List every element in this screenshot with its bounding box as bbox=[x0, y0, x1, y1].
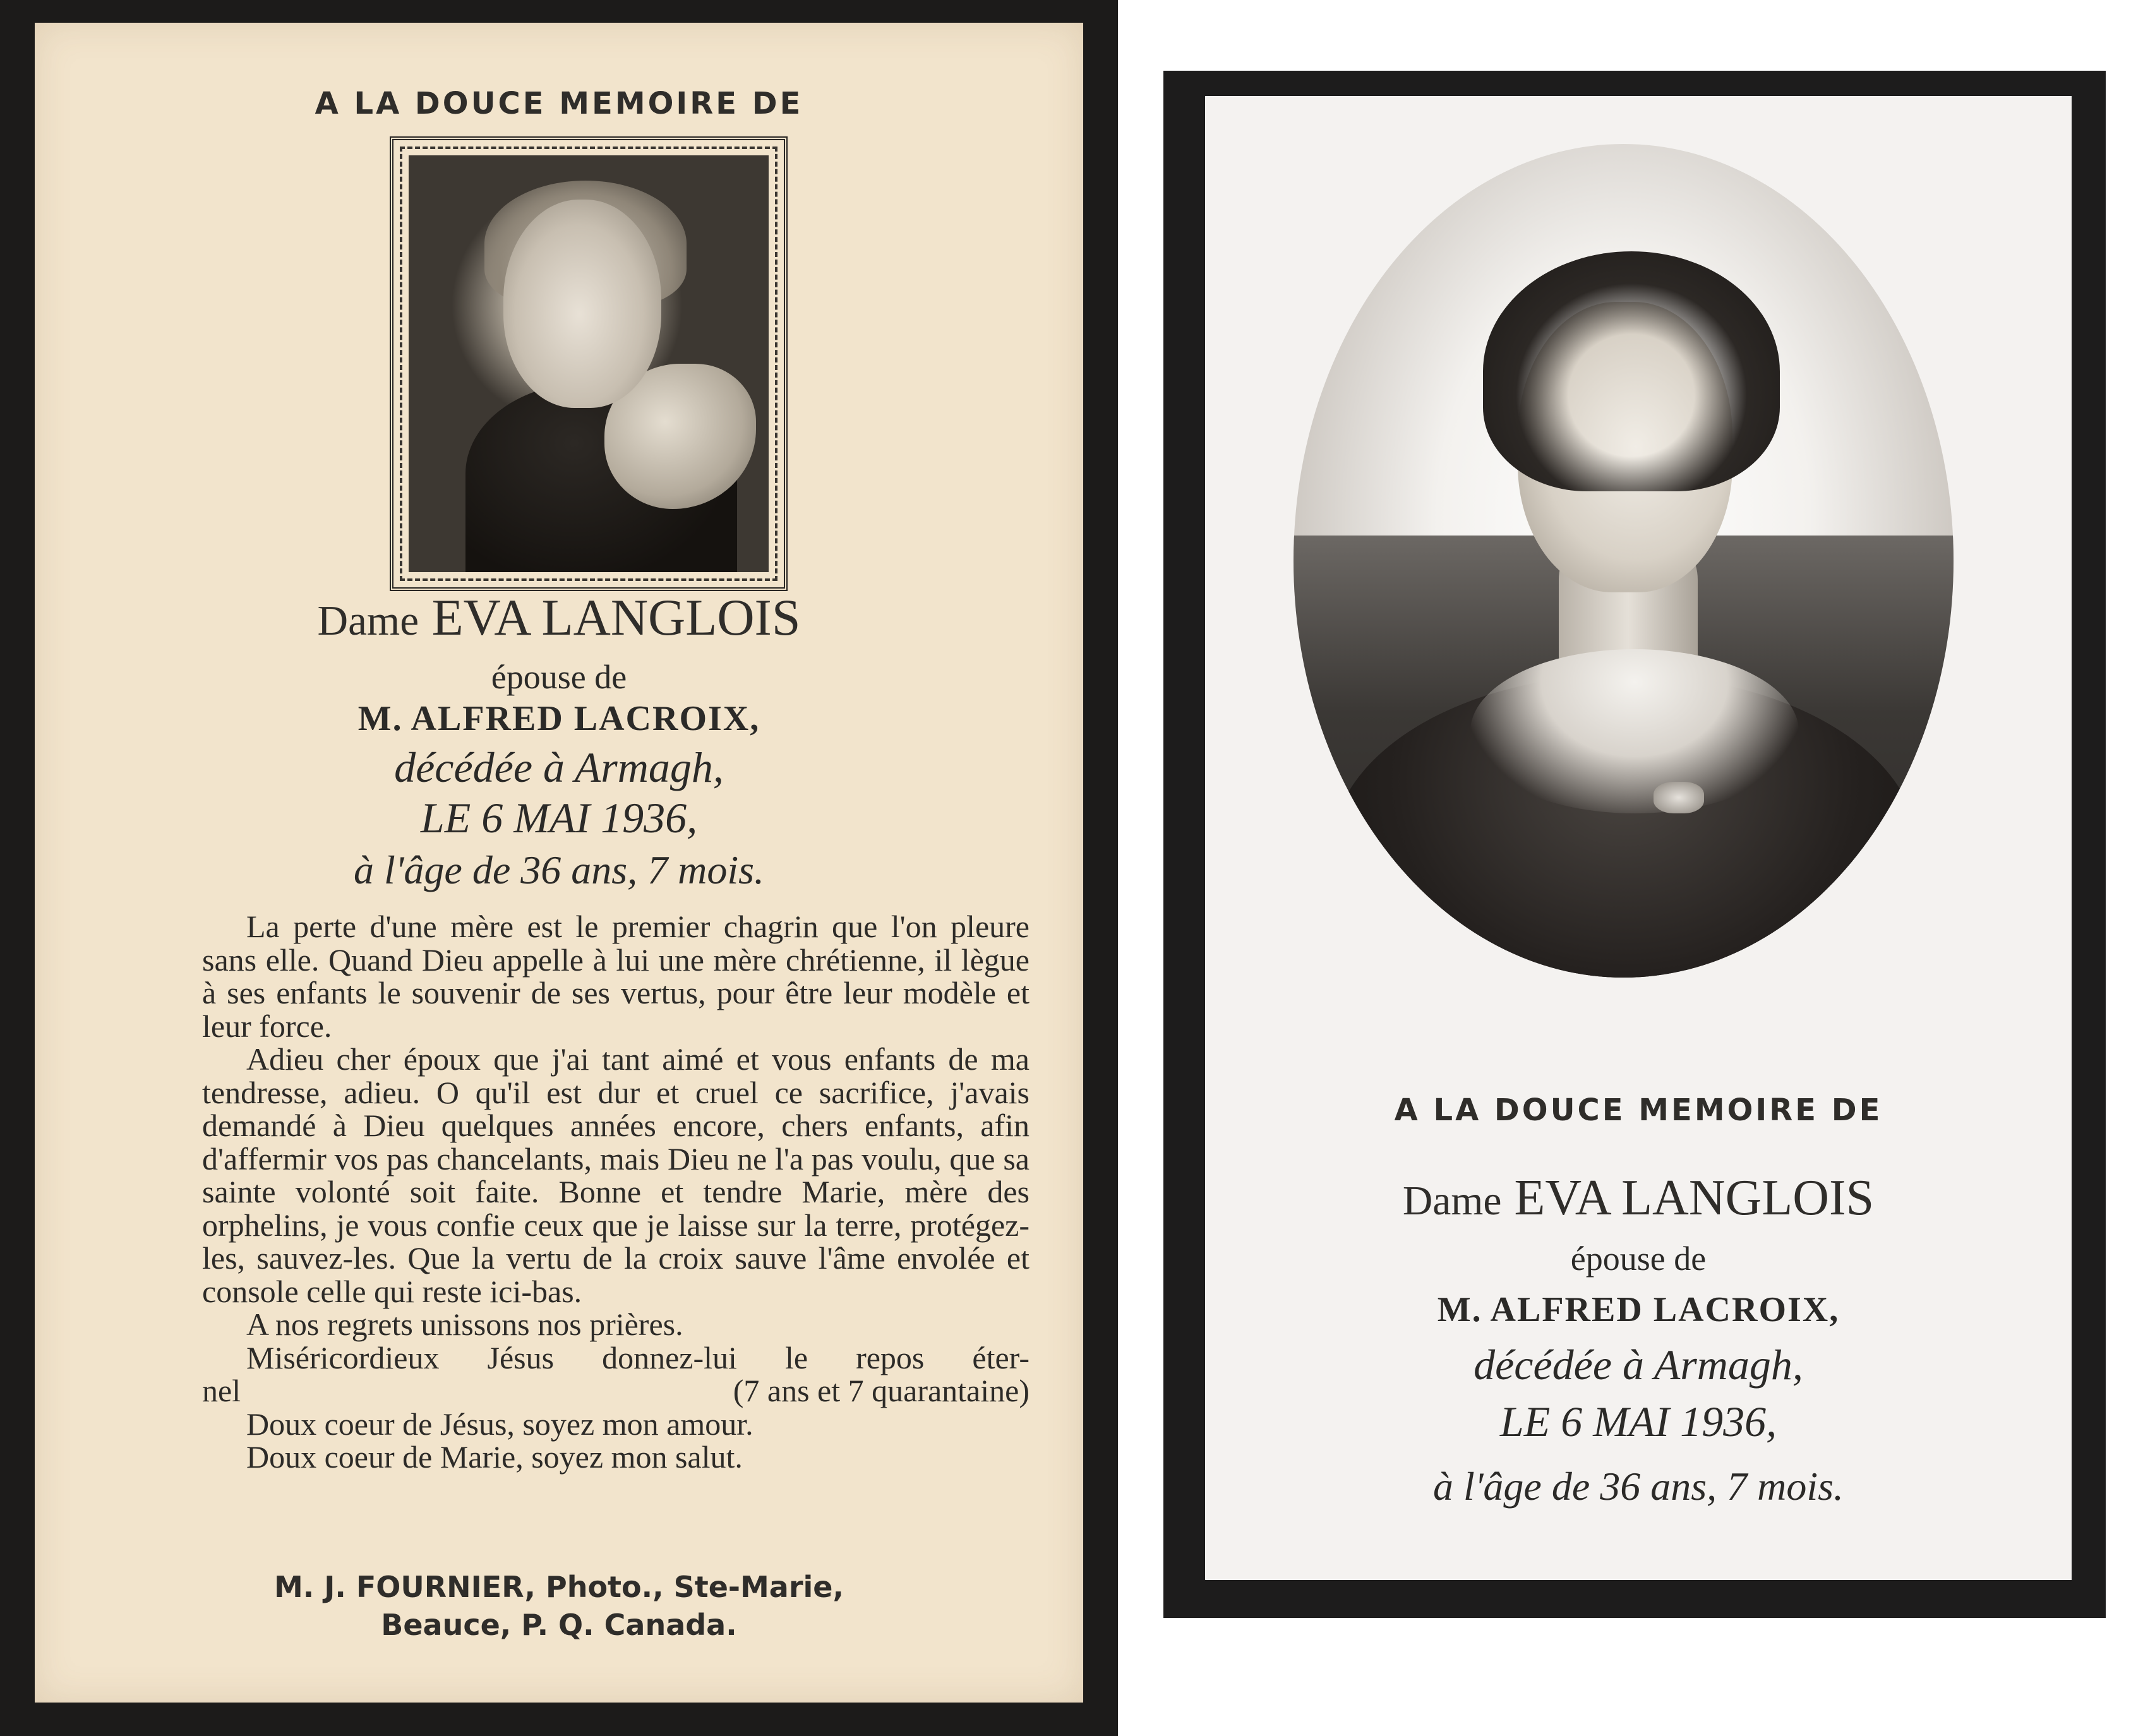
eulogy-paragraph: La perte d'une mère est le premier chagrin que l'on pleure sans elle. Quand Dieu appelle à lui une mère chrétienne, il lègue à ses enfants le souvenir de ses vertus, pour être leur modèle et leur force. bbox=[202, 909, 1029, 1044]
eulogy-paragraph: Adieu cher époux que j'ai tant aimé et vous enfants de ma tendresse, adieu. O qu'il est dur et cruel ce sacrifice, j'avais demandé à Dieu quelques années encore, chers enfants, afin d'affermir vos pas chancelants, mais Dieu ne l'a pas voulu, que sa sainte volonté soit faite. Bonne et tendre Marie, mère des orphelins, je vous confie ceux que je laisse sur la terre, protégez-les, sauvez-les. Que la vertu de la croix sauve l'âme envolée et console celle qui reste ici-bas. bbox=[202, 1041, 1029, 1309]
prayer-line: Miséricordieux Jésus donnez-lui le repos éter- bbox=[246, 1339, 1029, 1375]
memoire-heading: A LA DOUCE MEMOIRE DE bbox=[1394, 1092, 1883, 1128]
memoire-heading: A LA DOUCE MEMOIRE DE bbox=[315, 86, 803, 121]
prayer-heart-jesus: Doux coeur de Jésus, soyez mon amour. bbox=[246, 1406, 753, 1442]
portrait-photo bbox=[409, 155, 769, 572]
death-date: LE 6 MAI 1936, bbox=[1499, 1398, 1777, 1446]
death-place: décédée à Armagh, bbox=[1474, 1341, 1803, 1389]
deceased-name bbox=[1205, 1170, 2072, 1227]
husband-name: M. ALFRED LACROIX, bbox=[357, 699, 760, 738]
prayer-heart-marie: Doux coeur de Marie, soyez mon salut. bbox=[246, 1439, 743, 1475]
prayer-note: (7 ans et 7 quarantaine) bbox=[733, 1373, 1029, 1408]
eulogy-paragraph: A nos regrets unissons nos prières. bbox=[246, 1307, 683, 1342]
eulogy-text bbox=[202, 910, 1029, 1474]
name-text: EVA LANGLOIS bbox=[1514, 1170, 1875, 1226]
death-place: décédée à Armagh, bbox=[394, 743, 724, 791]
memorial-card-right bbox=[1163, 71, 2106, 1618]
prayer-line bbox=[202, 1374, 1029, 1408]
epouse-line: épouse de bbox=[1570, 1240, 1707, 1278]
name-prefix: Dame bbox=[317, 597, 419, 644]
epouse-line: épouse de bbox=[491, 658, 627, 696]
name-text: EVA LANGLOIS bbox=[431, 589, 801, 646]
death-date: LE 6 MAI 1936, bbox=[420, 794, 698, 842]
card-paper bbox=[35, 23, 1083, 1703]
name-prefix: Dame bbox=[1402, 1178, 1502, 1224]
age-line: à l'âge de 36 ans, 7 mois. bbox=[1432, 1464, 1844, 1509]
oval-portrait-photo bbox=[1294, 144, 1954, 978]
photographer-location: Beauce, P. Q. Canada. bbox=[381, 1608, 737, 1642]
age-line: à l'âge de 36 ans, 7 mois. bbox=[353, 847, 765, 892]
card-paper bbox=[1205, 96, 2072, 1580]
deceased-name bbox=[35, 588, 1083, 647]
prayer-line-start: nel bbox=[202, 1373, 241, 1408]
husband-name: M. ALFRED LACROIX, bbox=[1437, 1290, 1840, 1329]
photographer-credit: M. J. FOURNIER, Photo., Ste-Marie, bbox=[274, 1570, 844, 1604]
brooch bbox=[1654, 782, 1704, 813]
